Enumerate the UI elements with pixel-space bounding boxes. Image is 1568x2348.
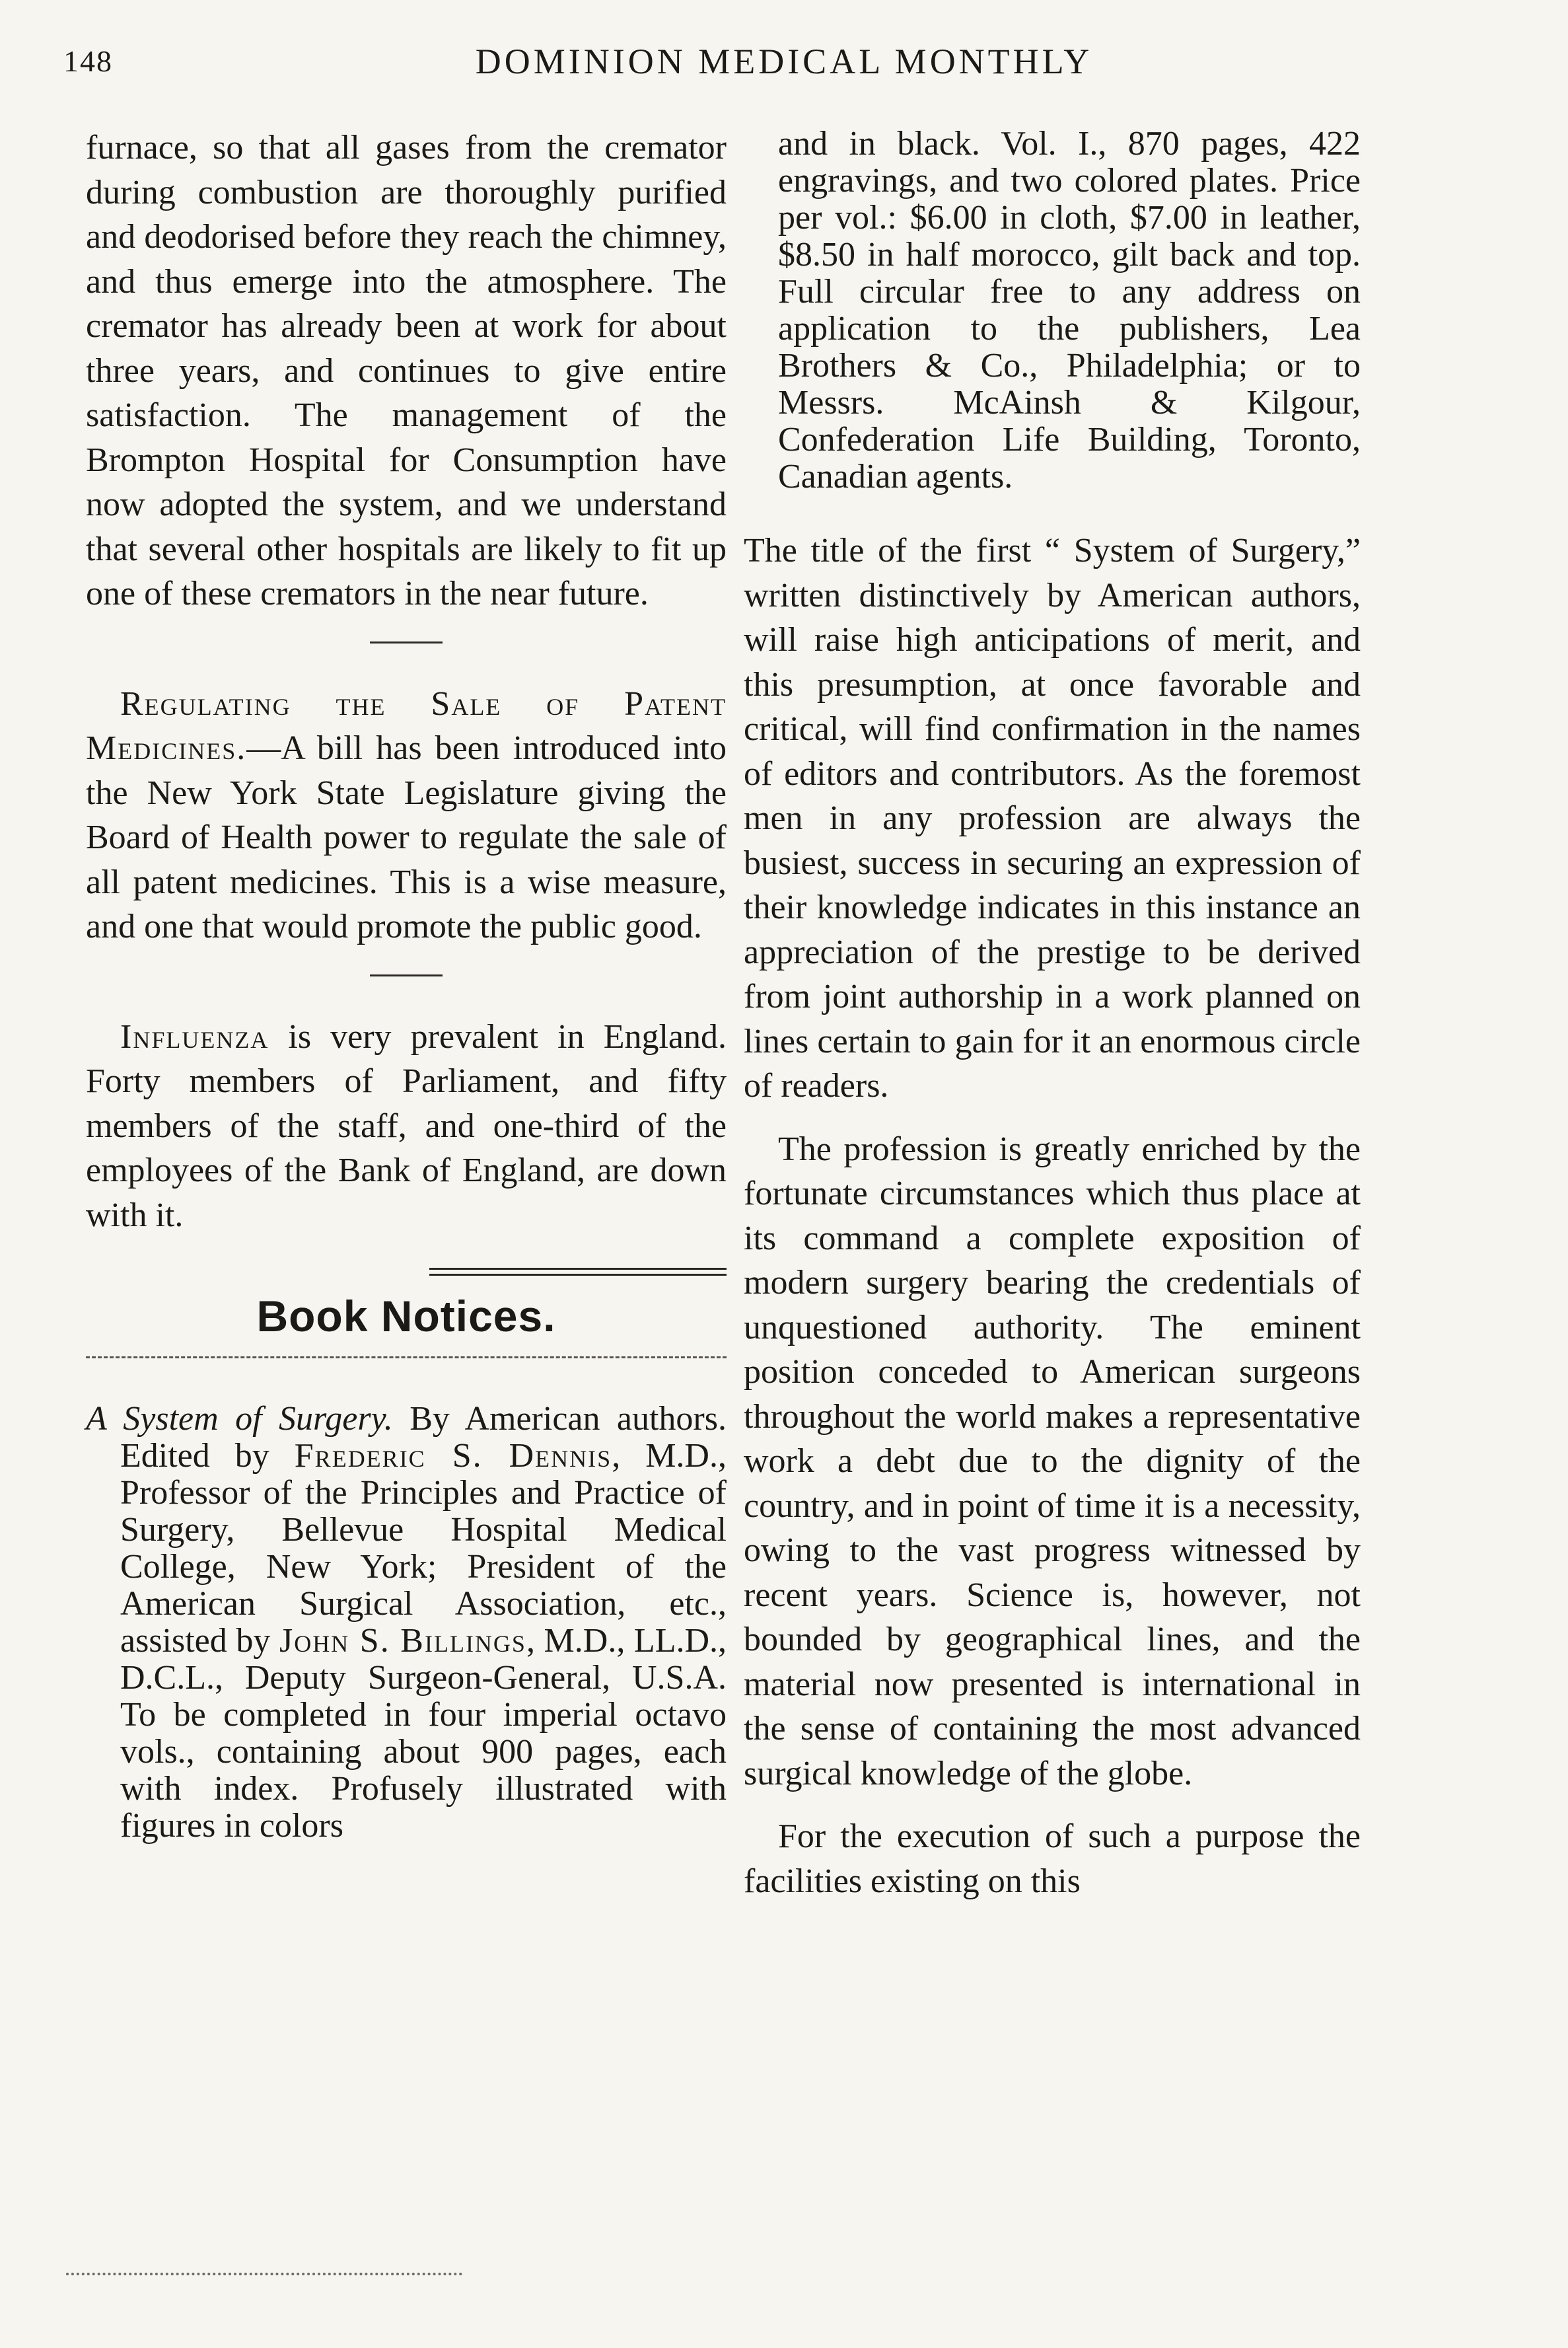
paragraph-body: is very prevalent in England. Forty members of Parliament, and fifty members of the staff, and one-third of the employees of the Bank of England, are down with it.	[86, 1017, 727, 1234]
left-column	[86, 126, 727, 1845]
paragraph-lead: Influenza	[120, 1017, 269, 1056]
paragraph-title-review: The title of the first “ System of Surgery,” written distinctively by American authors, will raise high anticipations of merit, and this presumption, at once favorable and critical, will find confirmation in the names of editors and contributors. As the foremost men in any profession are always the busiest, success in securing an expression of their knowledge indicates in this instance an appreciation of the prestige to be derived from joint authorship in a work planned on lines certain to gain for it an enormous circle of readers.	[744, 532, 1361, 1105]
separator-rule	[370, 642, 443, 643]
paragraph-patent-medicines	[86, 682, 727, 949]
paragraph-profession: The profession is greatly enriched by the fortunate circumstances which thus place at its command a complete exposition of modern surgery bearing the credentials of unquestioned authority. The eminent position conceded to American surgeons throughout the world makes a representative work a debt due to the dignity of the country, and in point of time it is a necessity, owing to the vast progress witnessed by recent years. Science is, however, not bounded by geographical lines, and the material now presented is international in the sense of containing the most advanced surgical knowledge of the globe.	[744, 1130, 1361, 1792]
book-entry-text: , M.D., Professor of the Principles and Practice of Surgery, Bellevue Hospital Medical College, New York; President of the American Surgical Association, etc., assisted by	[120, 1436, 727, 1660]
editor-name: Frederic S. Dennis	[294, 1436, 612, 1475]
assistant-name: John S. Billings	[279, 1621, 526, 1660]
page-number: 148	[63, 44, 113, 78]
book-entry-text: , M.D., LL.D., D.C.L., Deputy Surgeon-General, U.S.A. To be completed in four imperial octavo vols., containing about 900 pages, each with index. Profusely illustrated with figures in colors	[120, 1621, 727, 1845]
paragraph-execution: For the execution of such a purpose the facilities existing on this	[744, 1817, 1361, 1900]
right-column	[744, 126, 1361, 1903]
book-entry-text: By American authors. Edited by	[120, 1399, 727, 1475]
paragraph-body: —A bill has been introduced into the New York State Legislature giving the Board of Health power to regulate the sale of all patent medicines. This is a wise measure, and one that would promote the public good.	[86, 729, 727, 945]
paragraph-lead: Regulating the Sale of Patent Medicines.	[86, 684, 727, 767]
section-rule-top	[429, 1268, 727, 1276]
section-rule-bottom	[86, 1356, 727, 1358]
separator-rule	[370, 974, 443, 976]
print-noise	[66, 2273, 462, 2275]
running-title: DOMINION MEDICAL MONTHLY	[475, 42, 1093, 81]
book-entry	[86, 1401, 727, 1845]
paragraph-influenza	[86, 1015, 727, 1238]
paragraph-cremator: furnace, so that all gases from the cremator during combustion are thoroughly purified and deodorised before they reach the chimney, and thus emerge into the atmosphere. The cremator has already been at work for about three years, and continues to give entire satisfaction. The management of the Brompton Hospital for Consumption have now adopted the system, and we understand that several other hospitals are likely to fit up one of these cremators in the near future.	[86, 129, 727, 612]
section-heading: Book Notices.	[256, 1292, 556, 1340]
book-title: A System of Surgery.	[86, 1399, 393, 1438]
book-entry-continued: and in black. Vol. I., 870 pages, 422 engravings, and two colored plates. Price per vol.: $6.00 in cloth, $7.00 in leather, $8.50 in half morocco, gilt back and top. Full circular free to any address on application to the publishers, Lea Brothers & Co., Philadelphia; or to Messrs. McAinsh & Kilgour, Confederation Life Building, Toronto, Canadian agents.	[778, 125, 1361, 495]
